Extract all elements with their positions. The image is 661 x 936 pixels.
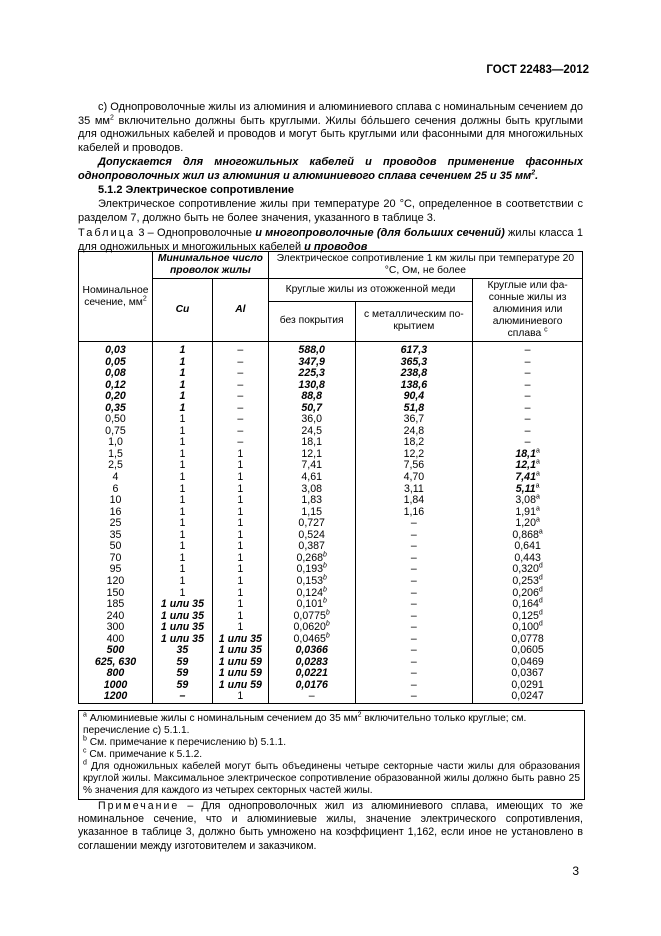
header-round-shaped: Круглые или фа-сонные жилы из алюминия или алюминиевого сплава $^c$ xyxy=(473,279,583,342)
cell-cu: 1 xyxy=(152,368,212,380)
table-row xyxy=(79,368,583,380)
cell-bare: 1,15 xyxy=(268,507,355,519)
cell-al: 1 xyxy=(212,518,268,530)
table-row xyxy=(79,680,583,692)
cell-bare: 0,0221 xyxy=(268,668,355,680)
table-row xyxy=(79,657,583,669)
cell-coated: – xyxy=(355,657,473,669)
cell-al-alloy: 0,868$^a$ xyxy=(473,530,583,542)
footnote-c: $^c$ См. примечание к 5.1.2. xyxy=(83,747,203,760)
cell-bare: 24,5 xyxy=(268,426,355,438)
table-row xyxy=(79,564,583,576)
cell-al: – xyxy=(212,437,268,449)
cell-coated: 1,84 xyxy=(355,495,473,507)
cell-bare: 7,41 xyxy=(268,460,355,472)
cell-bare: 0,0366 xyxy=(268,645,355,657)
cell-bare: 347,9 xyxy=(268,357,355,369)
cell-section: 95 xyxy=(79,564,153,576)
cell-section: 4 xyxy=(79,472,153,484)
cell-coated: – xyxy=(355,599,473,611)
cell-coated: – xyxy=(355,680,473,692)
cell-section: 300 xyxy=(79,622,153,634)
cell-coated: – xyxy=(355,622,473,634)
footnote-b: $^b$ См. примечание к перечислению b) 5.1.1. xyxy=(83,735,287,748)
cell-section: 35 xyxy=(79,530,153,542)
cell-coated: 7,56 xyxy=(355,460,473,472)
table-row xyxy=(79,530,583,542)
cell-al: – xyxy=(212,357,268,369)
section-heading: 5.1.2 Электрическое сопротивление xyxy=(98,184,295,196)
table-row xyxy=(79,460,583,472)
cell-bare: 0,524 xyxy=(268,530,355,542)
cell-bare: 225,3 xyxy=(268,368,355,380)
cell-al-alloy: 0,641 xyxy=(473,541,583,553)
cell-al: 1 xyxy=(212,691,268,703)
cell-cu: 1 xyxy=(152,414,212,426)
cell-section: 625, 630 xyxy=(79,657,153,669)
table-row xyxy=(79,645,583,657)
cell-al-alloy: 0,0778 xyxy=(473,634,583,646)
table-row xyxy=(79,414,583,426)
cell-al-alloy: 0,164$^d$ xyxy=(473,599,583,611)
cell-coated: 36,7 xyxy=(355,414,473,426)
cell-bare: 0,124$^b$ xyxy=(268,587,355,599)
cell-cu: 1 xyxy=(152,357,212,369)
table-row xyxy=(79,622,583,634)
header-bare: без покрытия xyxy=(268,301,355,342)
cell-cu: 59 xyxy=(152,657,212,669)
cell-al-alloy: – xyxy=(473,414,583,426)
cell-coated: – xyxy=(355,587,473,599)
cell-cu: 1 xyxy=(152,449,212,461)
cell-cu: 1 или 35 xyxy=(152,611,212,623)
table-row xyxy=(79,668,583,680)
cell-bare: 3,08 xyxy=(268,484,355,496)
cell-al-alloy: – xyxy=(473,391,583,403)
cell-al-alloy: 12,1$^a$ xyxy=(473,460,583,472)
cell-al: 1 xyxy=(212,576,268,588)
cell-al-alloy: 3,08$^a$ xyxy=(473,495,583,507)
cell-al-alloy: 0,0469 xyxy=(473,657,583,669)
cell-al-alloy: – xyxy=(473,357,583,369)
cell-bare: 0,268$^b$ xyxy=(268,553,355,565)
cell-al: 1 или 35 xyxy=(212,634,268,646)
cell-al-alloy: 0,320$^d$ xyxy=(473,564,583,576)
cell-coated: 365,3 xyxy=(355,357,473,369)
cell-al-alloy: – xyxy=(473,403,583,415)
cell-section: 0,05 xyxy=(79,357,153,369)
cell-cu: 1 xyxy=(152,426,212,438)
cell-coated: 1,16 xyxy=(355,507,473,519)
cell-cu: 1 xyxy=(152,380,212,392)
cell-al: 1 xyxy=(212,507,268,519)
cell-al: 1 xyxy=(212,484,268,496)
cell-cu: 1 xyxy=(152,541,212,553)
cell-bare: 88,8 xyxy=(268,391,355,403)
cell-cu: – xyxy=(152,691,212,703)
cell-bare: 18,1 xyxy=(268,437,355,449)
cell-section: 0,35 xyxy=(79,403,153,415)
table-row xyxy=(79,587,583,599)
cell-al-alloy: 1,20$^a$ xyxy=(473,518,583,530)
cell-al: 1 xyxy=(212,449,268,461)
cell-coated: – xyxy=(355,530,473,542)
resistance-table xyxy=(78,251,583,704)
cell-bare: 588,0 xyxy=(268,342,355,357)
cell-al: – xyxy=(212,426,268,438)
cell-section: 0,20 xyxy=(79,391,153,403)
section-text: Электрическое сопротивление жилы при температуре 20 °С, определенное в соответствии с разделом 7, должно быть не более значения, указанного в таблице 3. xyxy=(78,198,583,224)
cell-section: 185 xyxy=(79,599,153,611)
cell-section: 10 xyxy=(79,495,153,507)
cell-al-alloy: 0,253$^d$ xyxy=(473,576,583,588)
table-row xyxy=(79,437,583,449)
header-resistance: Электрическое сопротивление 1 км жилы при температуре 20 °С, Ом, не более xyxy=(268,252,582,279)
cell-section: 2,5 xyxy=(79,460,153,472)
table-row xyxy=(79,495,583,507)
cell-cu: 1 xyxy=(152,507,212,519)
cell-bare: 0,0620$^b$ xyxy=(268,622,355,634)
cell-cu: 1 xyxy=(152,342,212,357)
cell-al-alloy: – xyxy=(473,368,583,380)
table-row xyxy=(79,426,583,438)
cell-bare: – xyxy=(268,691,355,703)
cell-coated: 238,8 xyxy=(355,368,473,380)
cell-section: 25 xyxy=(79,518,153,530)
table-row xyxy=(79,507,583,519)
note: Примечание – Для однопроволочных жил из алюминиевого сплава, имеющих то же номинальное сечение, что и алюминиевые жилы, значение электрического сопротивления, указанное в таблице 3, должно быть умножено на коэффициент 1,162, если иное не установлено в соглашении между изготовителем и заказчиком. xyxy=(78,800,583,852)
cell-coated: 90,4 xyxy=(355,391,473,403)
cell-cu: 1 xyxy=(152,587,212,599)
paragraph-permission: Допускается для многожильных кабелей и проводов применение фасонных однопроволочных жил из алюминия и алюминиевого сплава сечением 25 и 35 $мм^2$. xyxy=(78,156,583,182)
cell-al: – xyxy=(212,414,268,426)
cell-coated: 138,6 xyxy=(355,380,473,392)
cell-al-alloy: 0,100$^d$ xyxy=(473,622,583,634)
cell-bare: 12,1 xyxy=(268,449,355,461)
table-footnotes xyxy=(78,710,585,800)
cell-al: 1 или 35 xyxy=(212,645,268,657)
cell-section: 1200 xyxy=(79,691,153,703)
cell-cu: 1 xyxy=(152,553,212,565)
cell-section: 70 xyxy=(79,553,153,565)
cell-section: 150 xyxy=(79,587,153,599)
cell-section: 1000 xyxy=(79,680,153,692)
cell-al: 1 или 59 xyxy=(212,680,268,692)
cell-coated: – xyxy=(355,576,473,588)
cell-section: 6 xyxy=(79,484,153,496)
cell-coated: – xyxy=(355,541,473,553)
table-row xyxy=(79,599,583,611)
table-row xyxy=(79,380,583,392)
table-row xyxy=(79,691,583,703)
cell-section: 1,5 xyxy=(79,449,153,461)
table-row xyxy=(79,484,583,496)
cell-al: 1 xyxy=(212,472,268,484)
cell-al: 1 xyxy=(212,495,268,507)
cell-section: 16 xyxy=(79,507,153,519)
cell-bare: 0,0176 xyxy=(268,680,355,692)
cell-cu: 1 xyxy=(152,460,212,472)
cell-coated: 24,8 xyxy=(355,426,473,438)
cell-cu: 1 xyxy=(152,564,212,576)
cell-coated: – xyxy=(355,611,473,623)
cell-bare: 0,0283 xyxy=(268,657,355,669)
cell-cu: 1 xyxy=(152,403,212,415)
cell-cu: 1 xyxy=(152,472,212,484)
table-row xyxy=(79,576,583,588)
table-row xyxy=(79,553,583,565)
cell-section: 240 xyxy=(79,611,153,623)
cell-coated: 51,8 xyxy=(355,403,473,415)
cell-cu: 1 или 35 xyxy=(152,622,212,634)
cell-cu: 35 xyxy=(152,645,212,657)
cell-coated: – xyxy=(355,564,473,576)
cell-cu: 1 xyxy=(152,484,212,496)
cell-section: 120 xyxy=(79,576,153,588)
paragraph-c: с) Однопроволочные жилы из алюминия и алюминиевого сплава с номинальным сечением до 35 $мм^2$ включительно должны быть круглыми. Жилы бо́льшего сечения должны быть круглыми для одножильных кабелей и проводов и могут быть круглыми или фасонными для многожильных кабелей и проводов. xyxy=(78,101,583,154)
cell-bare: 0,193$^b$ xyxy=(268,564,355,576)
cell-coated: 4,70 xyxy=(355,472,473,484)
cell-al: 1 xyxy=(212,553,268,565)
table-row xyxy=(79,449,583,461)
table-caption: Таблица 3 – Однопроволочные и многопроволочные (для больших сечений) жилы класса 1 для одножильных и многожильных кабелей и проводов xyxy=(78,227,583,253)
cell-cu: 1 или 35 xyxy=(152,634,212,646)
cell-al-alloy: 5,11$^a$ xyxy=(473,484,583,496)
header-cu: Cu xyxy=(152,279,212,342)
cell-cu: 1 xyxy=(152,576,212,588)
cell-al-alloy: 0,0605 xyxy=(473,645,583,657)
cell-cu: 1 xyxy=(152,495,212,507)
cell-coated: 3,11 xyxy=(355,484,473,496)
cell-al-alloy: 7,41$^a$ xyxy=(473,472,583,484)
cell-al: – xyxy=(212,403,268,415)
cell-section: 0,12 xyxy=(79,380,153,392)
cell-al-alloy: 0,0291 xyxy=(473,680,583,692)
header-coated: с металлическим по-крытием xyxy=(355,301,473,342)
cell-bare: 130,8 xyxy=(268,380,355,392)
header-al: Al xyxy=(212,279,268,342)
cell-coated: – xyxy=(355,553,473,565)
cell-cu: 1 или 35 xyxy=(152,599,212,611)
header-nominal: Номинальное сечение, $мм^2$ xyxy=(79,252,153,342)
table-row xyxy=(79,611,583,623)
cell-al-alloy: 0,206$^d$ xyxy=(473,587,583,599)
header-min-wires: Минимальное число проволок жилы xyxy=(152,252,268,279)
cell-coated: – xyxy=(355,645,473,657)
cell-al-alloy: 0,443 xyxy=(473,553,583,565)
cell-al: 1 xyxy=(212,599,268,611)
cell-al: – xyxy=(212,342,268,357)
table-row xyxy=(79,357,583,369)
cell-al-alloy: – xyxy=(473,426,583,438)
table-row xyxy=(79,403,583,415)
cell-section: 1,0 xyxy=(79,437,153,449)
cell-cu: 1 xyxy=(152,518,212,530)
cell-section: 0,08 xyxy=(79,368,153,380)
cell-coated: – xyxy=(355,634,473,646)
cell-al-alloy: – xyxy=(473,380,583,392)
cell-cu: 1 xyxy=(152,391,212,403)
standard-number: ГОСТ 22483—2012 xyxy=(486,64,589,76)
footnote-a: $^a$ Алюминиевые жилы с номинальным сечением до 35 $мм^2$ включительно только круглые; см. перечисление с) 5.1.1. xyxy=(83,711,527,736)
page-number: 3 xyxy=(572,864,579,878)
cell-al-alloy: – xyxy=(473,437,583,449)
cell-section: 800 xyxy=(79,668,153,680)
cell-cu: 59 xyxy=(152,680,212,692)
cell-section: 400 xyxy=(79,634,153,646)
table-row xyxy=(79,518,583,530)
cell-al-alloy: 0,0367 xyxy=(473,668,583,680)
cell-bare: 1,83 xyxy=(268,495,355,507)
cell-coated: 12,2 xyxy=(355,449,473,461)
cell-al: 1 xyxy=(212,564,268,576)
cell-al: 1 xyxy=(212,587,268,599)
cell-al: – xyxy=(212,391,268,403)
cell-al: 1 xyxy=(212,611,268,623)
cell-bare: 0,0775$^b$ xyxy=(268,611,355,623)
table-row xyxy=(79,391,583,403)
cell-al-alloy: – xyxy=(473,342,583,357)
cell-section: 50 xyxy=(79,541,153,553)
cell-section: 0,75 xyxy=(79,426,153,438)
cell-al-alloy: 18,1$^a$ xyxy=(473,449,583,461)
table-row xyxy=(79,472,583,484)
header-round-annealed: Круглые жилы из отожженной меди xyxy=(268,279,472,302)
cell-cu: 1 xyxy=(152,530,212,542)
footnote-d: $^d$ Для одножильных кабелей могут быть объединены четыре секторные части жилы для образования круглой жилы. Максимальное электрическое сопротивление образованной жилы должно быть равно 25 % значения для каждого из четырех секторных частей жилы. xyxy=(83,759,580,796)
table-row xyxy=(79,634,583,646)
cell-al-alloy: 0,125$^d$ xyxy=(473,611,583,623)
cell-al-alloy: 0,0247 xyxy=(473,691,583,703)
cell-al: 1 или 59 xyxy=(212,657,268,669)
cell-al-alloy: 1,91$^a$ xyxy=(473,507,583,519)
cell-bare: 0,727 xyxy=(268,518,355,530)
cell-al: – xyxy=(212,380,268,392)
cell-cu: 1 xyxy=(152,437,212,449)
cell-coated: – xyxy=(355,668,473,680)
cell-al: 1 xyxy=(212,530,268,542)
cell-section: 0,03 xyxy=(79,342,153,357)
cell-coated: 617,3 xyxy=(355,342,473,357)
cell-al: 1 xyxy=(212,460,268,472)
cell-bare: 4,61 xyxy=(268,472,355,484)
cell-coated: 18,2 xyxy=(355,437,473,449)
cell-section: 500 xyxy=(79,645,153,657)
cell-cu: 59 xyxy=(152,668,212,680)
cell-coated: – xyxy=(355,691,473,703)
cell-al: 1 xyxy=(212,622,268,634)
cell-al: 1 xyxy=(212,541,268,553)
cell-bare: 0,387 xyxy=(268,541,355,553)
cell-bare: 0,153$^b$ xyxy=(268,576,355,588)
cell-al: – xyxy=(212,368,268,380)
cell-bare: 36,0 xyxy=(268,414,355,426)
cell-section: 0,50 xyxy=(79,414,153,426)
table-row xyxy=(79,342,583,357)
cell-al: 1 или 59 xyxy=(212,668,268,680)
table-row xyxy=(79,541,583,553)
cell-bare: 50,7 xyxy=(268,403,355,415)
cell-bare: 0,0465$^b$ xyxy=(268,634,355,646)
cell-bare: 0,101$^b$ xyxy=(268,599,355,611)
cell-coated: – xyxy=(355,518,473,530)
